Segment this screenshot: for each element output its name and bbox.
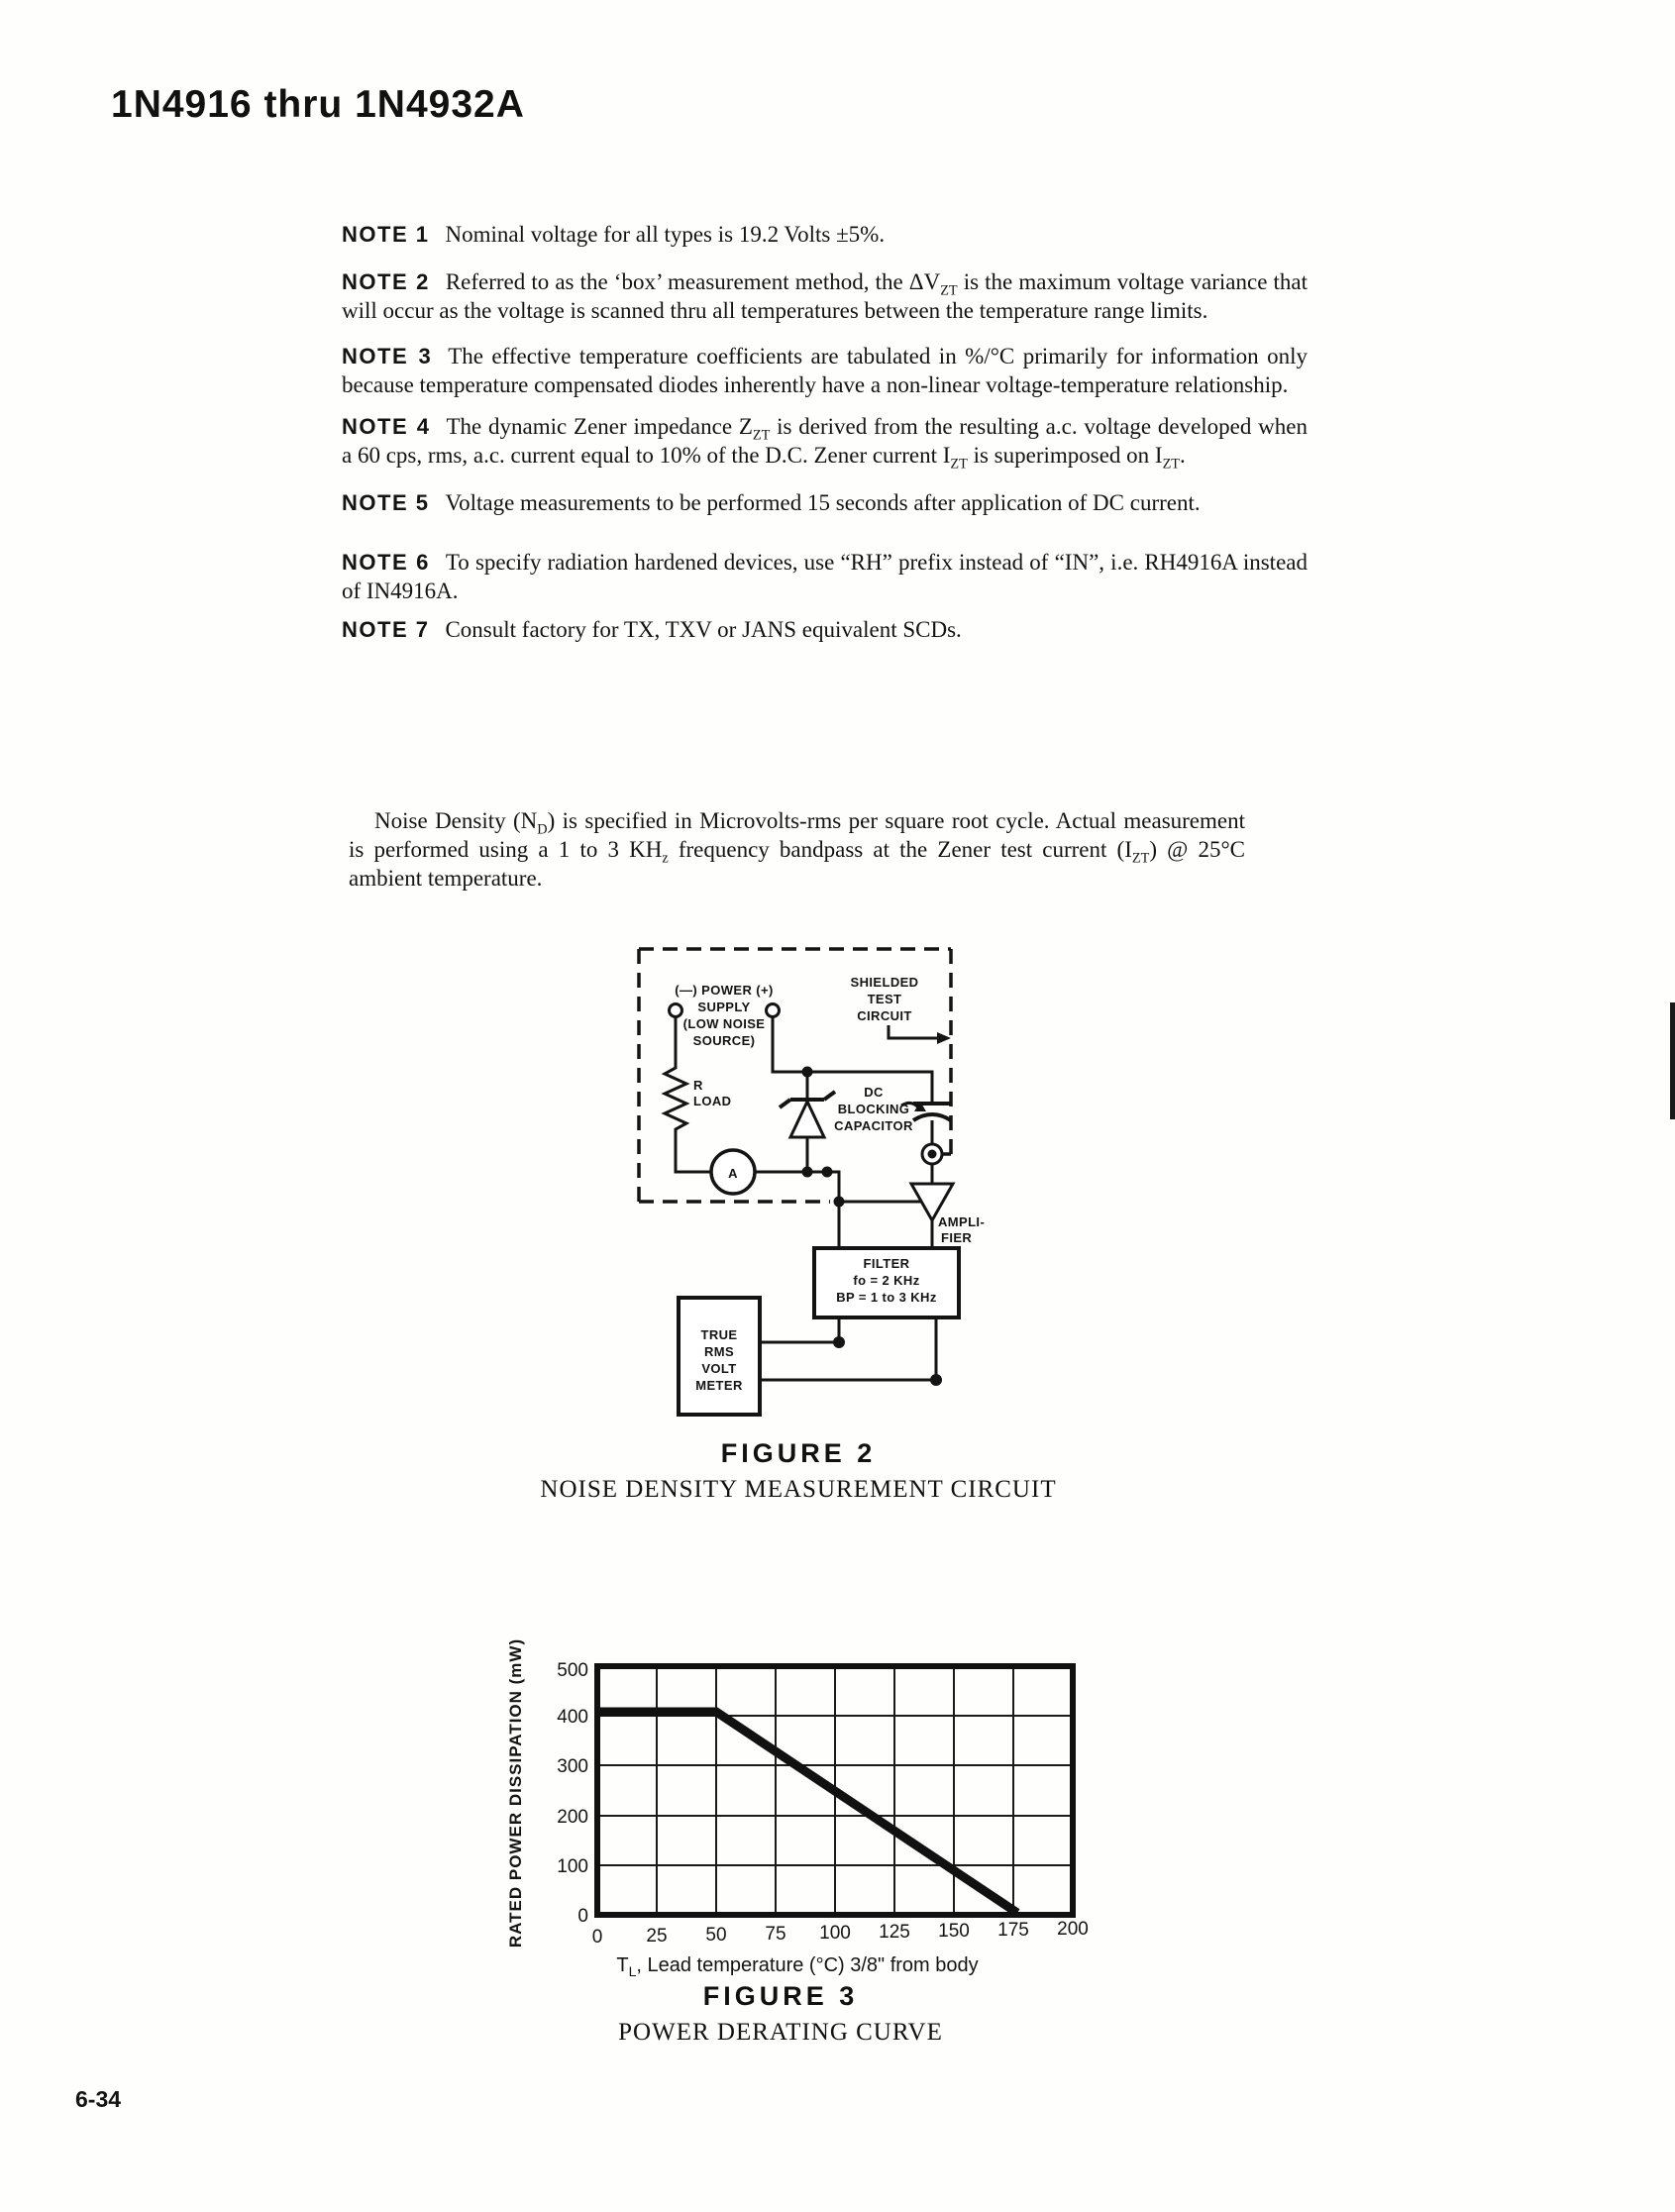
note-3-label: NOTE 3 xyxy=(342,344,433,369)
wire-pos-terminal-rail xyxy=(773,1017,932,1102)
shielded-line3: CIRCUIT xyxy=(857,1008,912,1023)
ammeter-label: A xyxy=(728,1166,738,1181)
x-axis-label-sub: L xyxy=(628,1963,637,1979)
power-supply-line1: (—) POWER (+) xyxy=(675,983,774,998)
amp-label-line1: AMPLI- xyxy=(938,1214,986,1229)
figure2-number: FIGURE 2 xyxy=(720,1438,877,1468)
note-4-body: The dynamic Zener impedance $Z_{ZT}$ is derived from the resulting a.c. voltage developed when a 60 cps, rms, a.c. current equal to 10% of the D.C. Zener current $I_{ZT}$ is superimposed on $I_{ZT}$. xyxy=(342,414,1308,473)
scan-edge-artifact xyxy=(1670,1002,1675,1119)
wire-filter-out1 xyxy=(760,1317,839,1342)
wire-resistor-to-ammeter xyxy=(676,1139,710,1172)
x-axis-label xyxy=(616,1954,978,1979)
shielded-arrow xyxy=(889,1025,951,1044)
ytick-400: 400 xyxy=(557,1707,588,1728)
x-axis-label-rest: , Lead temperature (°C) 3/8" from body xyxy=(636,1954,979,1976)
dc-blocking-label xyxy=(834,1085,913,1133)
page-title: 1N4916 thru 1N4932A xyxy=(111,83,525,126)
filter-line2: fo = 2 KHz xyxy=(853,1273,920,1288)
noise-measurement-circuit-diagram xyxy=(594,931,1010,1426)
zener-diode xyxy=(780,1072,835,1172)
ytick-0: 0 xyxy=(577,1906,588,1927)
power-supply-line4: SOURCE) xyxy=(692,1033,756,1048)
ytick-500: 500 xyxy=(557,1660,588,1681)
note-1-label: NOTE 1 xyxy=(342,222,430,247)
note-1-body: Nominal voltage for all types is 19.2 Volts ±5%. xyxy=(445,222,886,247)
page-number: 6-34 xyxy=(75,2086,122,2112)
ytick-300: 300 xyxy=(557,1756,588,1777)
filter-line1: FILTER xyxy=(863,1256,910,1271)
note-6-body: To specify radiation hardened devices, use “RH” prefix instead of “IN”, i.e. RH4916A instead of IN4916A. xyxy=(342,550,1308,603)
note-5-body: Voltage measurements to be performed 15 seconds after application of DC current. xyxy=(445,490,1201,515)
note-1 xyxy=(342,220,1308,249)
load-label: LOAD xyxy=(693,1094,732,1108)
meter-line4: METER xyxy=(695,1378,743,1393)
coax-connector xyxy=(922,1144,942,1164)
meter-line3: VOLT xyxy=(701,1361,737,1376)
shielded-test-circuit-label xyxy=(851,975,919,1023)
xtick-150: 150 xyxy=(938,1921,970,1942)
note-2-label: NOTE 2 xyxy=(342,269,430,294)
power-derating-chart xyxy=(485,1625,1099,1986)
ytick-100: 100 xyxy=(557,1856,588,1877)
figure2-caption xyxy=(452,1438,1145,1504)
note-4-label: NOTE 4 xyxy=(342,414,431,439)
filter-line3: BP = 1 to 3 KHz xyxy=(836,1290,937,1305)
note-7-label: NOTE 7 xyxy=(342,617,430,642)
note-5 xyxy=(342,488,1308,517)
shielded-line1: SHIELDED xyxy=(850,975,919,990)
notes-section xyxy=(342,220,1308,644)
wire-filter-out2 xyxy=(760,1317,936,1380)
power-supply-line3: (LOW NOISE xyxy=(682,1016,766,1031)
note-4 xyxy=(342,412,1308,473)
note-5-label: NOTE 5 xyxy=(342,490,430,515)
y-tick-labels xyxy=(557,1660,588,1927)
figure3-title: POWER DERATING CURVE xyxy=(618,2019,943,2046)
power-supply-label xyxy=(675,983,773,1048)
xtick-125: 125 xyxy=(879,1922,910,1943)
note-6-label: NOTE 6 xyxy=(342,550,430,575)
xtick-25: 25 xyxy=(646,1926,668,1947)
xtick-200: 200 xyxy=(1057,1919,1089,1940)
x-tick-labels xyxy=(592,1919,1089,1948)
xtick-75: 75 xyxy=(765,1924,786,1945)
xtick-100: 100 xyxy=(819,1923,851,1944)
power-terminal-pos xyxy=(767,1004,780,1017)
figure3-number: FIGURE 3 xyxy=(702,1981,859,2011)
note-3 xyxy=(342,342,1308,399)
load-resistor xyxy=(665,1062,686,1139)
power-terminal-neg xyxy=(670,1004,682,1017)
dc-label-line2: BLOCKING xyxy=(837,1102,910,1116)
noise-density-paragraph: Noise Density $(N_D)$ is specified in Microvolts-rms per square root cycle. Actual measurement is performed using a 1 to 3 $KH_z$ frequency bandpass at the Zener test current $(I_{ZT})$ @ 25°C ambient temperature. xyxy=(349,808,1245,891)
figure2-title: NOISE DENSITY MEASUREMENT CIRCUIT xyxy=(540,1476,1057,1503)
xtick-175: 175 xyxy=(997,1920,1029,1941)
y-axis-label: RATED POWER DISSIPATION (mW) xyxy=(506,1637,525,1949)
meter-line1: TRUE xyxy=(700,1327,738,1342)
note-2 xyxy=(342,267,1308,325)
note-6 xyxy=(342,548,1308,605)
r-load-label xyxy=(693,1078,731,1108)
note-7 xyxy=(342,615,1308,644)
amp-label-line2: FIER xyxy=(941,1230,973,1245)
figure3-caption xyxy=(483,1981,1078,2047)
power-supply-line2: SUPPLY xyxy=(697,1000,751,1014)
shielded-line2: TEST xyxy=(867,992,902,1006)
note-2-body: Referred to as the ‘box’ measurement method, the $\Delta V_{ZT}$ is the maximum voltage variance that will occur as the voltage is scanned thru all temperatures between the temperature range limits. xyxy=(342,269,1308,323)
ytick-200: 200 xyxy=(557,1807,588,1828)
filter-box xyxy=(814,1248,959,1317)
dc-label-line1: DC xyxy=(864,1085,884,1100)
xtick-0: 0 xyxy=(591,1927,603,1948)
note-7-body: Consult factory for TX, TXV or JANS equivalent SCDs. xyxy=(445,617,962,642)
r-label: R xyxy=(693,1078,703,1093)
ammeter xyxy=(711,1150,755,1194)
xtick-50: 50 xyxy=(705,1925,727,1946)
meter-line2: RMS xyxy=(703,1344,735,1359)
note-3-body: The effective temperature coefficients are tabulated in %/°C primarily for information only because temperature compensated diodes inherently have a non-linear voltage-temperature relationship. xyxy=(342,344,1308,397)
x-axis-label-t: T xyxy=(616,1954,629,1976)
amplifier-label xyxy=(938,1214,985,1245)
dc-label-line3: CAPACITOR xyxy=(834,1118,913,1133)
voltmeter-box xyxy=(679,1298,760,1415)
